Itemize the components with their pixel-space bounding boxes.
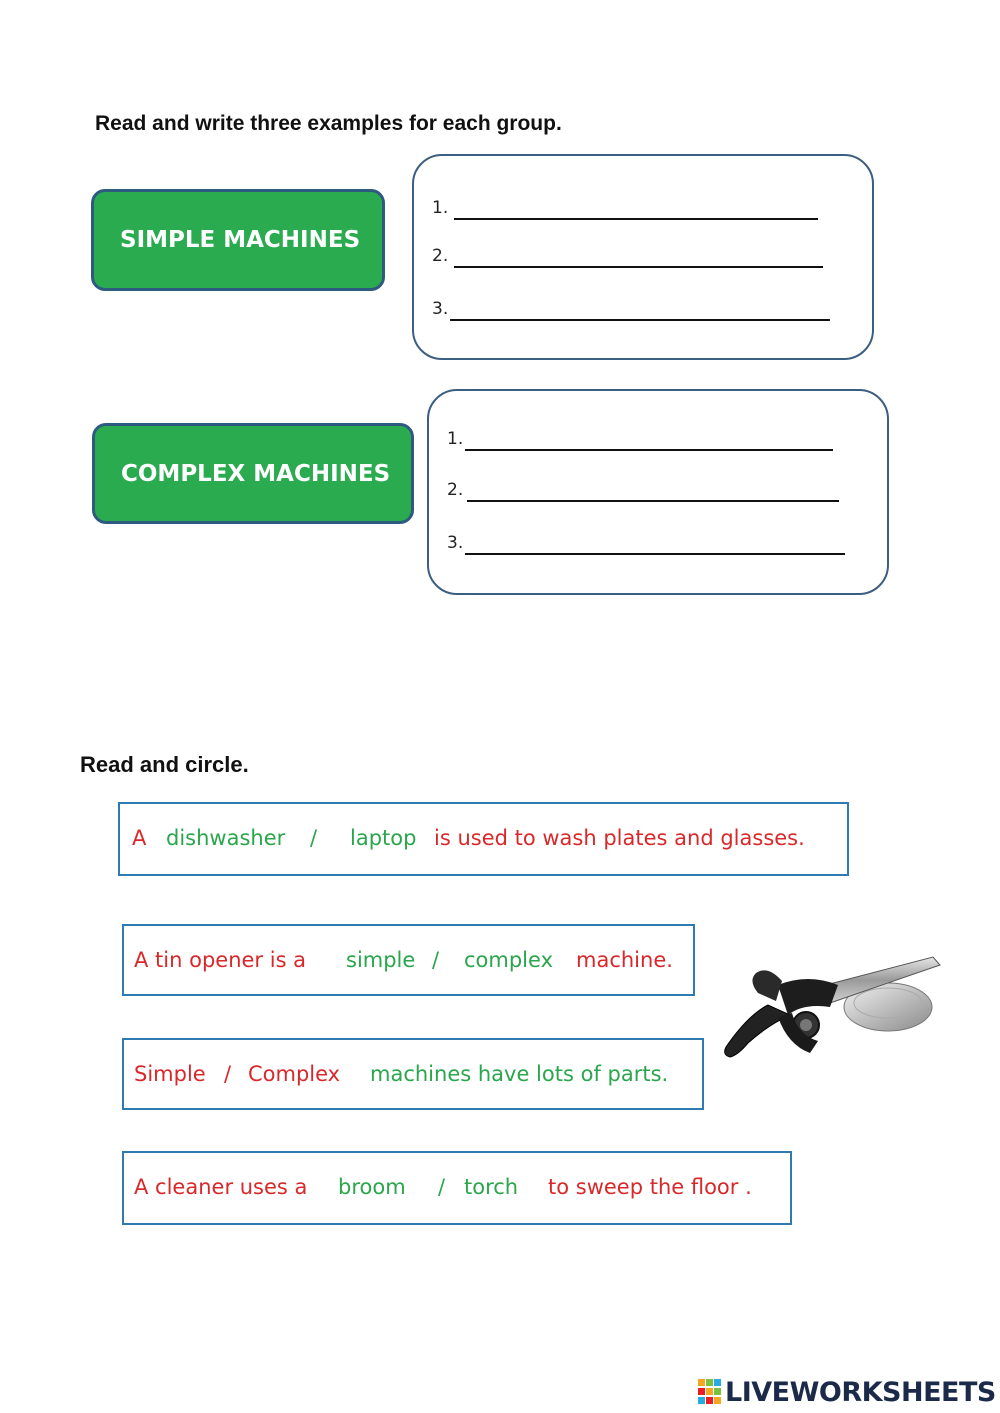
sentence-text: is used to wash plates and glasses. (434, 826, 805, 850)
simple-answer-input-1[interactable] (454, 194, 818, 220)
line-number: 2. (432, 246, 449, 266)
choice-separator: / (310, 826, 318, 850)
complex-answer-input-2[interactable] (467, 476, 839, 502)
sentence-text: A (132, 826, 147, 850)
complex-machines-label: COMPLEX MACHINES (92, 423, 414, 524)
choice-complex[interactable]: complex (464, 948, 553, 972)
liveworksheets-logo (698, 1377, 996, 1407)
tin-opener-icon (718, 945, 948, 1075)
choice-torch[interactable]: torch (464, 1175, 519, 1199)
choice-separator: / (432, 948, 440, 972)
simple-machines-label: SIMPLE MACHINES (91, 189, 385, 291)
choice-simple[interactable]: simple (346, 948, 416, 972)
line-number: 1. (432, 198, 449, 218)
complex-machines-answer-box (427, 389, 889, 595)
simple-answer-row-2 (432, 246, 822, 268)
sentence-box-tin-opener (122, 924, 695, 996)
liveworksheets-logo-icon (698, 1379, 722, 1405)
line-number: 1. (447, 429, 464, 449)
liveworksheets-logo-text: LIVEWORKSHEETS (725, 1376, 996, 1408)
complex-answer-row-3 (447, 533, 847, 555)
complex-answer-input-3[interactable] (465, 529, 845, 555)
choice-dishwasher[interactable]: dishwasher (166, 826, 286, 850)
sentence-box-dishwasher (118, 802, 849, 876)
sentence-text: A tin opener is a (134, 948, 307, 972)
sentence-box-cleaner (122, 1151, 792, 1225)
choice-simple[interactable]: Simple (134, 1062, 206, 1086)
line-number: 3. (447, 533, 464, 553)
sentence-text: to sweep the floor . (548, 1175, 752, 1199)
simple-answer-input-3[interactable] (450, 295, 830, 321)
sentence-text: A cleaner uses a (134, 1175, 308, 1199)
choice-separator: / (438, 1175, 446, 1199)
instruction-read-circle: Read and circle. (80, 752, 249, 777)
simple-answer-row-1 (432, 198, 822, 220)
sentence-text: machine. (576, 948, 673, 972)
choice-laptop[interactable]: laptop (350, 826, 417, 850)
complex-answer-row-2 (447, 480, 847, 502)
choice-complex[interactable]: Complex (248, 1062, 341, 1086)
simple-answer-input-2[interactable] (454, 242, 823, 268)
sentence-text: machines have lots of parts. (370, 1062, 669, 1086)
simple-machines-answer-box (412, 154, 874, 360)
instruction-write-examples: Read and write three examples for each group. (95, 112, 562, 135)
sentence-box-lots-of-parts (122, 1038, 704, 1110)
choice-separator: / (224, 1062, 232, 1086)
line-number: 2. (447, 480, 464, 500)
choice-broom[interactable]: broom (338, 1175, 406, 1199)
complex-answer-input-1[interactable] (465, 425, 833, 451)
simple-answer-row-3 (432, 299, 832, 321)
line-number: 3. (432, 299, 449, 319)
complex-answer-row-1 (447, 429, 837, 451)
